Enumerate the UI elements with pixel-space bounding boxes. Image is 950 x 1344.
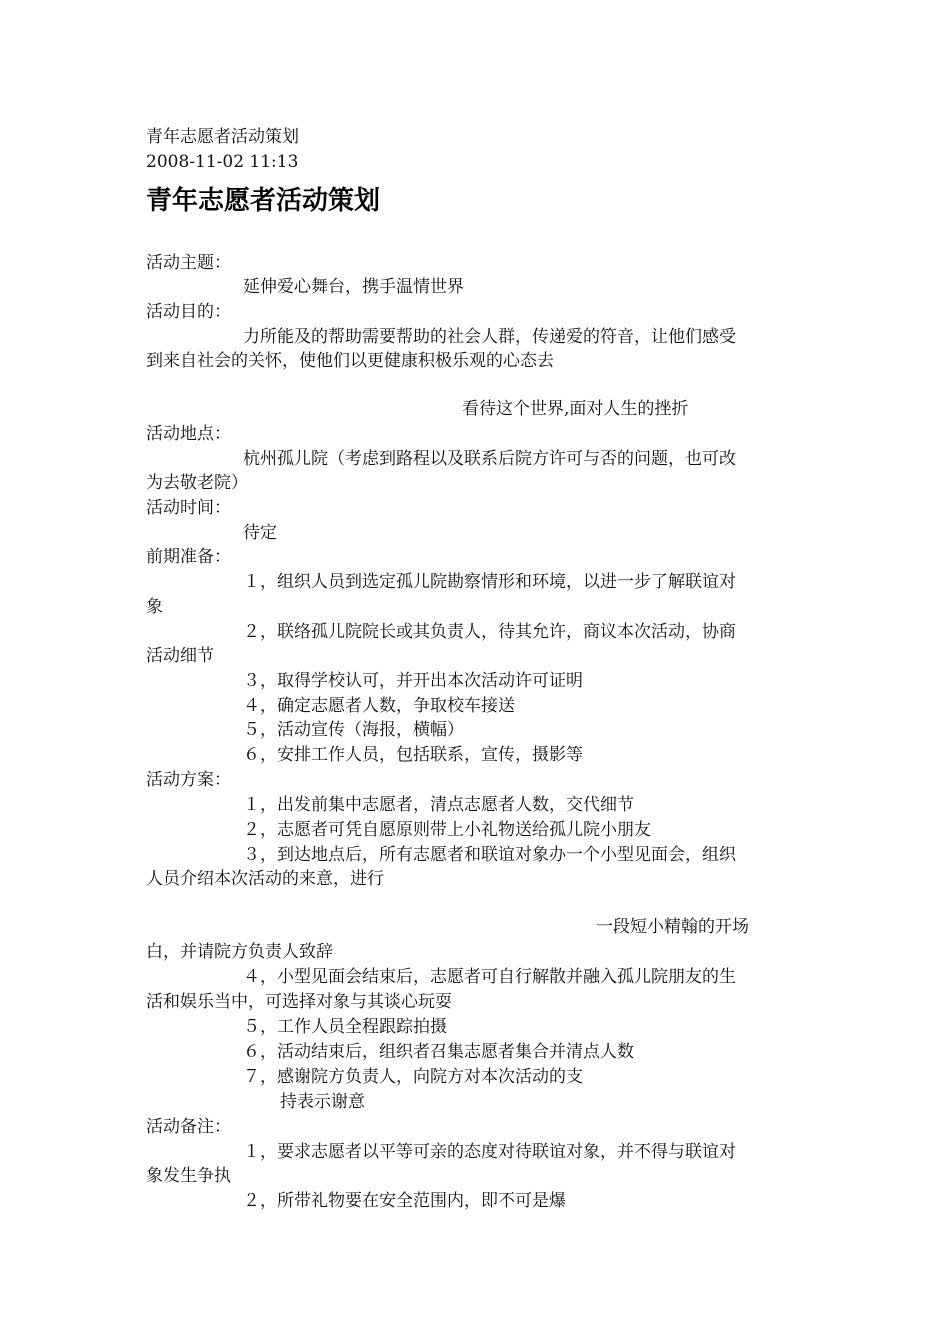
purpose-text-line: 力所能及的帮助需要帮助的社会人群，传递爱的符音，让他们感受 — [243, 327, 736, 347]
doc-datetime: 2008-11-02 11:13 — [146, 152, 299, 172]
notes-label: 活动备注： — [146, 1117, 231, 1137]
prep-item: 活动细节 — [146, 646, 214, 666]
plan-label: 活动方案： — [146, 770, 231, 790]
prep-item: ６，安排工作人员，包括联系，宣传，摄影等 — [243, 745, 583, 765]
plan-item: 持表示谢意 — [280, 1092, 365, 1112]
prep-label: 前期准备： — [146, 547, 231, 567]
prep-item: ５，活动宣传（海报，横幅） — [243, 720, 464, 740]
note-item: ２，所带礼物要在安全范围内，即不可是爆 — [243, 1191, 566, 1211]
place-label: 活动地点： — [146, 424, 231, 444]
time-text: 待定 — [243, 523, 277, 543]
doc-title: 青年志愿者活动策划 — [146, 127, 299, 147]
place-text-line: 杭州孤儿院（考虑到路程以及联系后院方许可与否的问题，也可改 — [243, 449, 736, 469]
plan-item: 人员介绍本次活动的来意，进行 — [146, 869, 384, 889]
note-item: １，要求志愿者以平等可亲的态度对待联谊对象，并不得与联谊对 — [243, 1142, 736, 1162]
prep-item: ２，联络孤儿院院长或其负责人，待其允许，商议本次活动，协商 — [243, 622, 736, 642]
prep-item: １，组织人员到选定孤儿院勘察情形和环境，以进一步了解联谊对 — [243, 572, 736, 592]
plan-item: 白，并请院方负责人致辞 — [146, 942, 333, 962]
purpose-label: 活动目的： — [146, 302, 231, 322]
plan-item: ２，志愿者可凭自愿原则带上小礼物送给孤儿院小朋友 — [243, 820, 651, 840]
theme-text: 延伸爱心舞台，携手温情世界 — [243, 277, 464, 297]
place-text-line: 为去敬老院） — [146, 473, 248, 493]
plan-item: ７，感谢院方负责人，向院方对本次活动的支 — [243, 1067, 583, 1087]
purpose-text-line: 看待这个世界,面对人生的挫折 — [462, 399, 689, 419]
prep-item: 象 — [146, 597, 163, 617]
plan-item: １，出发前集中志愿者，清点志愿者人数，交代细节 — [243, 795, 634, 815]
plan-item: ５，工作人员全程跟踪拍摄 — [243, 1017, 447, 1037]
prep-item: ４，确定志愿者人数，争取校车接送 — [243, 696, 515, 716]
plan-item: ４，小型见面会结束后，志愿者可自行解散并融入孤儿院朋友的生 — [243, 967, 736, 987]
page-heading: 青年志愿者活动策划 — [146, 186, 381, 216]
prep-item: ３，取得学校认可，并开出本次活动许可证明 — [243, 671, 583, 691]
plan-item: 活和娱乐当中，可选择对象与其谈心玩耍 — [146, 992, 452, 1012]
plan-item: ３，到达地点后，所有志愿者和联谊对象办一个小型见面会，组织 — [243, 845, 736, 865]
time-label: 活动时间： — [146, 498, 231, 518]
plan-item: ６，活动结束后，组织者召集志愿者集合并清点人数 — [243, 1042, 634, 1062]
purpose-text-line: 到来自社会的关怀，使他们以更健康积极乐观的心态去 — [146, 351, 554, 371]
plan-item: 一段短小精翰的开场 — [596, 917, 749, 937]
note-item: 象发生争执 — [146, 1166, 231, 1186]
theme-label: 活动主题： — [146, 253, 231, 273]
